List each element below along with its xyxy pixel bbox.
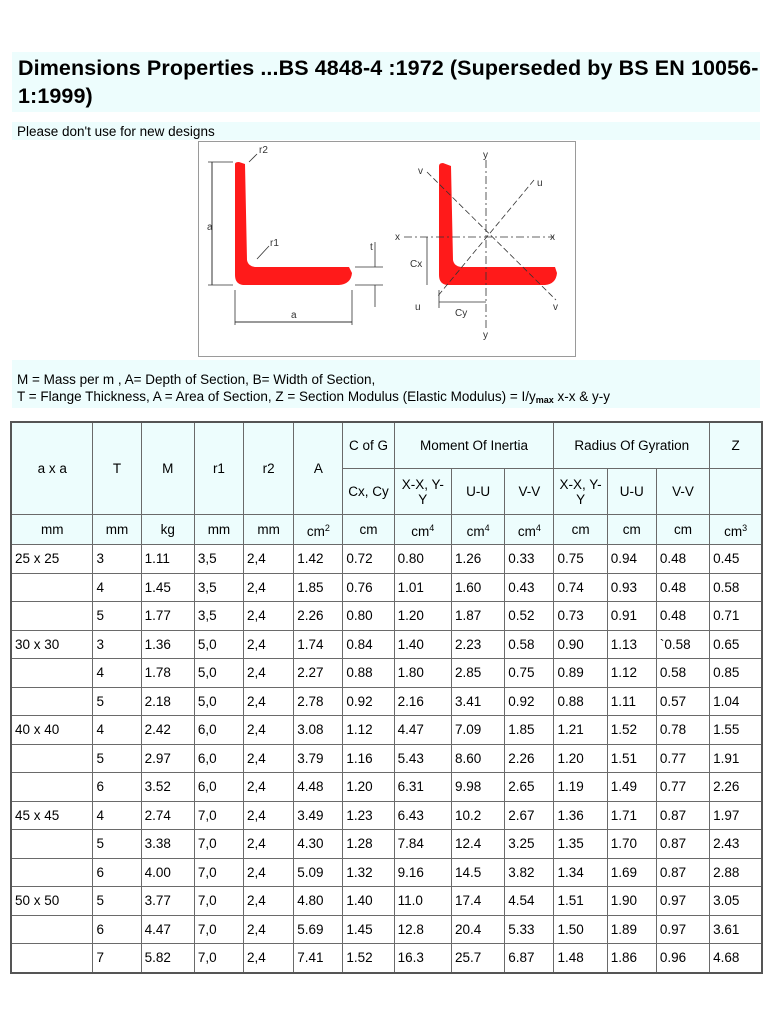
cell-i-xxyy: 0.80 xyxy=(394,545,451,574)
table-row xyxy=(11,744,762,773)
cell-r-xxyy: 1.36 xyxy=(554,801,607,830)
unit-r-xx: cm xyxy=(554,515,607,545)
cell-r-vv: 0.77 xyxy=(656,773,709,802)
cell-i-vv: 3.82 xyxy=(505,858,554,887)
label-y-top: y xyxy=(483,150,488,161)
cell-r-vv: 0.97 xyxy=(656,915,709,944)
unit-axa: mm xyxy=(11,515,93,545)
cell-i-xxyy: 12.8 xyxy=(394,915,451,944)
cell-r-uu: 0.91 xyxy=(607,602,656,631)
cell-r-vv: 0.48 xyxy=(656,602,709,631)
cell-z: 0.65 xyxy=(710,630,762,659)
cell-i-xxyy: 4.47 xyxy=(394,716,451,745)
col-header-axa: a x a xyxy=(11,422,93,515)
label-v-top: v xyxy=(418,166,423,177)
cell-r1: 5,0 xyxy=(194,687,243,716)
cell-thickness: 4 xyxy=(93,659,141,688)
cell-thickness: 7 xyxy=(93,944,141,973)
label-u-top: u xyxy=(537,178,543,189)
cell-r-xxyy: 1.34 xyxy=(554,858,607,887)
label-y-bottom: y xyxy=(483,330,488,341)
cell-r-uu: 1.12 xyxy=(607,659,656,688)
cell-mass: 4.47 xyxy=(141,915,194,944)
label-x-left: x xyxy=(395,232,400,243)
cell-r-vv: 0.58 xyxy=(656,659,709,688)
cell-r-xxyy: 1.20 xyxy=(554,744,607,773)
cell-thickness: 5 xyxy=(93,687,141,716)
cell-r1: 6,0 xyxy=(194,773,243,802)
cell-r-vv: 0.57 xyxy=(656,687,709,716)
label-v-bottom: v xyxy=(553,302,558,313)
cell-r2: 2,4 xyxy=(244,716,294,745)
cell-i-uu: 12.4 xyxy=(452,830,505,859)
cell-thickness: 4 xyxy=(93,573,141,602)
cell-i-vv: 0.75 xyxy=(505,659,554,688)
cell-r1: 6,0 xyxy=(194,716,243,745)
cell-thickness: 3 xyxy=(93,630,141,659)
cell-z: 3.05 xyxy=(710,887,762,916)
cell-i-xxyy: 1.01 xyxy=(394,573,451,602)
cell-i-vv: 4.54 xyxy=(505,887,554,916)
col-header-r1: r1 xyxy=(194,422,243,515)
cell-area: 3.49 xyxy=(294,801,343,830)
cell-i-vv: 0.58 xyxy=(505,630,554,659)
cell-r-uu: 1.70 xyxy=(607,830,656,859)
cell-r-xxyy: 0.73 xyxy=(554,602,607,631)
cell-i-xxyy: 1.80 xyxy=(394,659,451,688)
cell-r2: 2,4 xyxy=(244,659,294,688)
cell-i-uu: 7.09 xyxy=(452,716,505,745)
cell-r-xxyy: 1.50 xyxy=(554,915,607,944)
cell-z: 4.68 xyxy=(710,944,762,973)
cell-r-xxyy: 1.48 xyxy=(554,944,607,973)
cell-i-xxyy: 16.3 xyxy=(394,944,451,973)
table-body xyxy=(11,545,762,973)
cell-size xyxy=(11,915,93,944)
cell-i-uu: 1.26 xyxy=(452,545,505,574)
cell-r1: 7,0 xyxy=(194,915,243,944)
cell-size xyxy=(11,573,93,602)
cell-r2: 2,4 xyxy=(244,573,294,602)
cell-r-xxyy: 0.74 xyxy=(554,573,607,602)
cell-i-vv: 3.25 xyxy=(505,830,554,859)
cell-size: 40 x 40 xyxy=(11,716,93,745)
cell-z: 2.26 xyxy=(710,773,762,802)
cell-r-vv: 0.48 xyxy=(656,545,709,574)
cell-cog: 0.80 xyxy=(343,602,394,631)
cell-mass: 2.18 xyxy=(141,687,194,716)
cell-cog: 1.45 xyxy=(343,915,394,944)
cell-size xyxy=(11,659,93,688)
cell-r-uu: 1.89 xyxy=(607,915,656,944)
table-row xyxy=(11,602,762,631)
col-header-cxcy: Cx, Cy xyxy=(343,469,394,515)
unit-M: kg xyxy=(141,515,194,545)
cell-r1: 7,0 xyxy=(194,887,243,916)
col-header-T: T xyxy=(93,422,141,515)
cell-area: 4.30 xyxy=(294,830,343,859)
cell-r-xxyy: 1.51 xyxy=(554,887,607,916)
col-header-i-uu: U-U xyxy=(452,469,505,515)
cell-r-vv: 0.78 xyxy=(656,716,709,745)
cell-i-xxyy: 6.31 xyxy=(394,773,451,802)
cell-r2: 2,4 xyxy=(244,858,294,887)
cell-thickness: 5 xyxy=(93,887,141,916)
cell-i-uu: 1.60 xyxy=(452,573,505,602)
label-cx: Cx xyxy=(410,259,423,270)
cell-z: 3.61 xyxy=(710,915,762,944)
cell-r-uu: 1.69 xyxy=(607,858,656,887)
label-cy: Cy xyxy=(455,308,468,319)
label-u-bottom: u xyxy=(415,302,421,313)
cell-i-uu: 3.41 xyxy=(452,687,505,716)
cell-area: 1.74 xyxy=(294,630,343,659)
cell-mass: 1.78 xyxy=(141,659,194,688)
cell-area: 5.09 xyxy=(294,858,343,887)
cell-area: 1.42 xyxy=(294,545,343,574)
cell-r-uu: 1.49 xyxy=(607,773,656,802)
table-row xyxy=(11,545,762,574)
cell-cog: 1.23 xyxy=(343,801,394,830)
cell-area: 2.26 xyxy=(294,602,343,631)
cell-i-xxyy: 9.16 xyxy=(394,858,451,887)
unit-i-uu: $cm^4$ xyxy=(452,515,505,545)
cell-z: 1.55 xyxy=(710,716,762,745)
cell-cog: 0.88 xyxy=(343,659,394,688)
cell-i-uu: 2.85 xyxy=(452,659,505,688)
cell-size xyxy=(11,830,93,859)
label-a-side: a xyxy=(207,222,213,233)
cell-r2: 2,4 xyxy=(244,773,294,802)
cell-r2: 2,4 xyxy=(244,887,294,916)
left-angle-section xyxy=(207,145,383,325)
unit-i-xx: $cm^4$ xyxy=(394,515,451,545)
cell-r1: 7,0 xyxy=(194,830,243,859)
cell-i-uu: 14.5 xyxy=(452,858,505,887)
col-header-i-xxyy: X-X, Y-Y xyxy=(394,469,451,515)
label-a-bottom: a xyxy=(291,310,297,321)
cell-mass: 3.77 xyxy=(141,887,194,916)
cell-i-vv: 1.85 xyxy=(505,716,554,745)
cell-r-uu: 0.93 xyxy=(607,573,656,602)
table-row xyxy=(11,630,762,659)
cell-size xyxy=(11,687,93,716)
cell-area: 5.69 xyxy=(294,915,343,944)
cell-size: 30 x 30 xyxy=(11,630,93,659)
cell-r-uu: 1.86 xyxy=(607,944,656,973)
cell-r-xxyy: 1.19 xyxy=(554,773,607,802)
cell-r2: 2,4 xyxy=(244,545,294,574)
cell-mass: 3.52 xyxy=(141,773,194,802)
cell-r2: 2,4 xyxy=(244,915,294,944)
cell-area: 3.79 xyxy=(294,744,343,773)
cell-r1: 3,5 xyxy=(194,545,243,574)
col-header-M: M xyxy=(141,422,194,515)
cell-size xyxy=(11,773,93,802)
cell-z: 0.58 xyxy=(710,573,762,602)
unit-A: $cm^2$ xyxy=(294,515,343,545)
cell-thickness: 3 xyxy=(93,545,141,574)
cell-size xyxy=(11,944,93,973)
cell-area: 3.08 xyxy=(294,716,343,745)
cell-r-uu: 1.52 xyxy=(607,716,656,745)
cell-i-vv: 6.87 xyxy=(505,944,554,973)
col-header-z-blank xyxy=(710,469,762,515)
properties-table xyxy=(10,421,763,974)
cell-z: 0.71 xyxy=(710,602,762,631)
table-row xyxy=(11,716,762,745)
unit-T: mm xyxy=(93,515,141,545)
cell-i-vv: 2.67 xyxy=(505,801,554,830)
label-r1: r1 xyxy=(270,238,279,249)
page-title: Dimensions Properties ...BS 4848-4 :1972 (Superseded by BS EN 10056-1:1999) xyxy=(18,56,759,108)
cell-i-xxyy: 6.43 xyxy=(394,801,451,830)
cell-i-xxyy: 2.16 xyxy=(394,687,451,716)
cell-cog: 1.12 xyxy=(343,716,394,745)
cell-cog: 0.72 xyxy=(343,545,394,574)
table-row xyxy=(11,687,762,716)
table-row xyxy=(11,573,762,602)
col-header-i-vv: V-V xyxy=(505,469,554,515)
units-row xyxy=(11,515,762,545)
cell-r-xxyy: 0.75 xyxy=(554,545,607,574)
cell-i-uu: 2.23 xyxy=(452,630,505,659)
cell-i-vv: 0.43 xyxy=(505,573,554,602)
cell-mass: 3.38 xyxy=(141,830,194,859)
cell-i-uu: 10.2 xyxy=(452,801,505,830)
cell-r1: 6,0 xyxy=(194,744,243,773)
table-row xyxy=(11,944,762,973)
cell-z: 1.04 xyxy=(710,687,762,716)
cell-area: 2.78 xyxy=(294,687,343,716)
cell-r-xxyy: 0.89 xyxy=(554,659,607,688)
cell-area: 4.48 xyxy=(294,773,343,802)
cell-r-xxyy: 0.90 xyxy=(554,630,607,659)
cell-i-vv: 2.65 xyxy=(505,773,554,802)
cell-i-uu: 17.4 xyxy=(452,887,505,916)
unit-cog: cm xyxy=(343,515,394,545)
cell-cog: 1.28 xyxy=(343,830,394,859)
cell-mass: 2.97 xyxy=(141,744,194,773)
design-note: Please don't use for new designs xyxy=(17,124,215,139)
cell-cog: 1.40 xyxy=(343,887,394,916)
cell-size: 45 x 45 xyxy=(11,801,93,830)
cell-cog: 1.32 xyxy=(343,858,394,887)
col-header-r2: r2 xyxy=(244,422,294,515)
cell-i-vv: 0.92 xyxy=(505,687,554,716)
cell-r-xxyy: 1.35 xyxy=(554,830,607,859)
cell-i-uu: 20.4 xyxy=(452,915,505,944)
cell-r-uu: 0.94 xyxy=(607,545,656,574)
cell-r1: 7,0 xyxy=(194,944,243,973)
cell-size xyxy=(11,602,93,631)
cell-size: 25 x 25 xyxy=(11,545,93,574)
table-row xyxy=(11,887,762,916)
table-row xyxy=(11,830,762,859)
col-header-r-uu: U-U xyxy=(607,469,656,515)
cell-r1: 3,5 xyxy=(194,602,243,631)
cell-r1: 7,0 xyxy=(194,858,243,887)
cell-mass: 5.82 xyxy=(141,944,194,973)
unit-r-uu: cm xyxy=(607,515,656,545)
cell-r2: 2,4 xyxy=(244,630,294,659)
cell-r-vv: 0.48 xyxy=(656,573,709,602)
col-header-r-vv: V-V xyxy=(656,469,709,515)
cell-z: 1.91 xyxy=(710,744,762,773)
label-r2: r2 xyxy=(259,145,268,156)
cell-r-vv: 0.87 xyxy=(656,801,709,830)
cell-area: 7.41 xyxy=(294,944,343,973)
cell-i-xxyy: 11.0 xyxy=(394,887,451,916)
col-header-A: A xyxy=(294,422,343,515)
cell-z: 0.45 xyxy=(710,545,762,574)
cell-area: 4.80 xyxy=(294,887,343,916)
cell-thickness: 6 xyxy=(93,915,141,944)
cell-i-vv: 0.52 xyxy=(505,602,554,631)
cell-r-xxyy: 1.21 xyxy=(554,716,607,745)
cell-r-uu: 1.11 xyxy=(607,687,656,716)
table-row xyxy=(11,659,762,688)
cell-thickness: 4 xyxy=(93,716,141,745)
cell-thickness: 4 xyxy=(93,801,141,830)
col-header-cog: C of G xyxy=(343,422,394,469)
cell-cog: 0.76 xyxy=(343,573,394,602)
col-header-moment-of-inertia: Moment Of Inertia xyxy=(394,422,554,469)
table-row xyxy=(11,773,762,802)
unit-r1: mm xyxy=(194,515,243,545)
cell-i-uu: 1.87 xyxy=(452,602,505,631)
cell-r-uu: 1.51 xyxy=(607,744,656,773)
unit-Z: $cm^3$ xyxy=(710,515,762,545)
unit-r-vv: cm xyxy=(656,515,709,545)
cell-i-uu: 9.98 xyxy=(452,773,505,802)
cell-r-uu: 1.90 xyxy=(607,887,656,916)
cell-size: 50 x 50 xyxy=(11,887,93,916)
cell-r2: 2,4 xyxy=(244,687,294,716)
table-row xyxy=(11,801,762,830)
cell-area: 2.27 xyxy=(294,659,343,688)
angle-shape-left xyxy=(235,162,352,285)
cell-mass: 1.77 xyxy=(141,602,194,631)
cell-thickness: 6 xyxy=(93,858,141,887)
cell-r-vv: 0.97 xyxy=(656,887,709,916)
unit-i-vv: $cm^4$ xyxy=(505,515,554,545)
cell-size xyxy=(11,858,93,887)
cell-i-xxyy: 1.20 xyxy=(394,602,451,631)
legend-line-1: M = Mass per m , A= Depth of Section, B= Width of Section, xyxy=(17,372,376,387)
cell-i-vv: 2.26 xyxy=(505,744,554,773)
cell-r2: 2,4 xyxy=(244,744,294,773)
angle-section-diagram xyxy=(198,141,576,357)
cell-area: 1.85 xyxy=(294,573,343,602)
cell-mass: 1.36 xyxy=(141,630,194,659)
table-row xyxy=(11,915,762,944)
cell-i-uu: 25.7 xyxy=(452,944,505,973)
cell-i-xxyy: 5.43 xyxy=(394,744,451,773)
cell-cog: 0.84 xyxy=(343,630,394,659)
cell-r2: 2,4 xyxy=(244,801,294,830)
cell-i-vv: 0.33 xyxy=(505,545,554,574)
cell-i-vv: 5.33 xyxy=(505,915,554,944)
cell-mass: 2.42 xyxy=(141,716,194,745)
label-x-right: x xyxy=(550,232,555,243)
cell-i-xxyy: 7.84 xyxy=(394,830,451,859)
label-t: t xyxy=(370,242,373,253)
cell-r-vv: 0.87 xyxy=(656,830,709,859)
table-row xyxy=(11,858,762,887)
cell-mass: 4.00 xyxy=(141,858,194,887)
cell-r1: 5,0 xyxy=(194,630,243,659)
cell-mass: 1.11 xyxy=(141,545,194,574)
cell-r-vv: `0.58 xyxy=(656,630,709,659)
cell-cog: 1.16 xyxy=(343,744,394,773)
cell-z: 1.97 xyxy=(710,801,762,830)
section-diagram-svg xyxy=(199,142,575,356)
cell-mass: 1.45 xyxy=(141,573,194,602)
cell-i-uu: 8.60 xyxy=(452,744,505,773)
cell-r-vv: 0.77 xyxy=(656,744,709,773)
legend xyxy=(17,371,610,409)
cell-r2: 2,4 xyxy=(244,602,294,631)
cell-r2: 2,4 xyxy=(244,944,294,973)
cell-r-vv: 0.96 xyxy=(656,944,709,973)
cell-r1: 5,0 xyxy=(194,659,243,688)
cell-cog: 0.92 xyxy=(343,687,394,716)
cell-i-xxyy: 1.40 xyxy=(394,630,451,659)
cell-cog: 1.20 xyxy=(343,773,394,802)
right-angle-section xyxy=(395,150,558,341)
unit-r2: mm xyxy=(244,515,294,545)
cell-r1: 3,5 xyxy=(194,573,243,602)
cell-r-vv: 0.87 xyxy=(656,858,709,887)
cell-r1: 7,0 xyxy=(194,801,243,830)
cell-r-uu: 1.13 xyxy=(607,630,656,659)
cell-thickness: 5 xyxy=(93,602,141,631)
cell-thickness: 6 xyxy=(93,773,141,802)
cell-thickness: 5 xyxy=(93,830,141,859)
cell-z: 0.85 xyxy=(710,659,762,688)
cell-thickness: 5 xyxy=(93,744,141,773)
legend-line-2: T = Flange Thickness, A = Area of Section, Z = Section Modulus (Elastic Modulus) = $I/y_{max}$ x-x & y-y xyxy=(17,389,611,405)
cell-r2: 2,4 xyxy=(244,830,294,859)
cell-cog: 1.52 xyxy=(343,944,394,973)
cell-mass: 2.74 xyxy=(141,801,194,830)
cell-z: 2.43 xyxy=(710,830,762,859)
col-header-Z: Z xyxy=(710,422,762,469)
header-row-1 xyxy=(11,422,762,469)
cell-size xyxy=(11,744,93,773)
cell-r-xxyy: 0.88 xyxy=(554,687,607,716)
title-box xyxy=(12,52,760,112)
cell-r-uu: 1.71 xyxy=(607,801,656,830)
col-header-r-xxyy: X-X, Y-Y xyxy=(554,469,607,515)
col-header-radius-of-gyration: Radius Of Gyration xyxy=(554,422,710,469)
cell-z: 2.88 xyxy=(710,858,762,887)
